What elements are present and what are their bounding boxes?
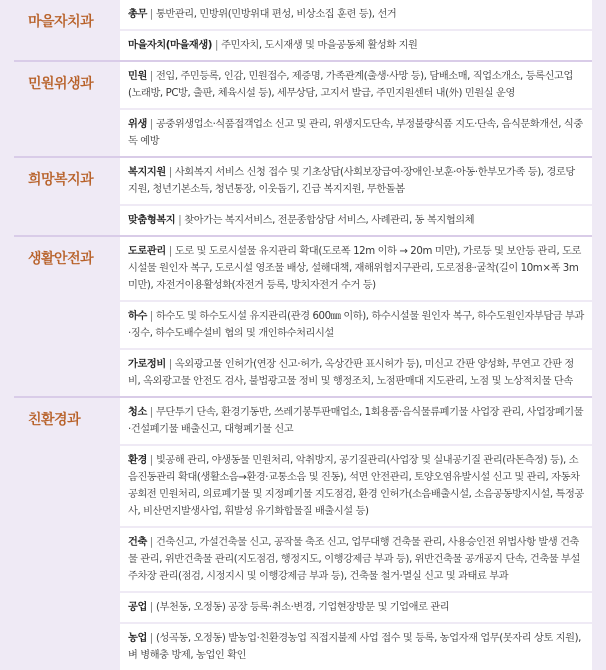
team-duties: 전입, 주민등록, 인감, 민원접수, 제증명, 가족관계(출생·사망 등), 담배소매, 직업소개소, 등록신고업(노래방, PC방, 출판, 체육시설 등), 세무상담, 고지서 발급, 주민지원센터 내(外) 민원실 운영 — [128, 71, 573, 99]
team-duties: 옥외광고물 인허가(연장 신고·허가, 옥상간판 표시허가 등), 미신고 간판 양성화, 무연고 간판 정비, 옥외광고물 안전도 검사, 불법광고물 정비 및 행정조치, 노점판매대 지도관리, 노점 및 노상적치물 단속 — [128, 359, 574, 387]
separator: | — [149, 71, 153, 82]
team-list — [120, 62, 592, 156]
team-row — [120, 302, 592, 350]
department-section — [14, 62, 592, 158]
separator: | — [149, 602, 153, 613]
team-list — [120, 237, 592, 396]
separator: | — [149, 633, 153, 644]
team-row — [120, 62, 592, 110]
team-duties: 도로 및 도로시설물 유지관리 확대(도로폭 12m 이하 → 20m 미만), 가로등 및 보안등 관리, 도로시설물 원인자 복구, 도로시설 영조물 배상, 설해대책, 재해위험지구관리, 도로점용·굴착(길이 10m×폭 3m 미만), 자전거이용활성화(자전거 등록, 방치자전거 수거 등) — [128, 246, 581, 291]
team-name: 총무 — [128, 9, 147, 20]
separator: | — [215, 40, 219, 51]
team-name: 환경 — [128, 455, 147, 466]
separator: | — [168, 167, 172, 178]
separator: | — [149, 537, 153, 548]
team-row — [120, 528, 592, 593]
team-list — [120, 398, 592, 670]
team-name: 건축 — [128, 537, 147, 548]
department-section — [14, 237, 592, 398]
team-row — [120, 446, 592, 528]
separator: | — [149, 9, 153, 20]
department-name: 희망복지과 — [28, 172, 94, 188]
team-row — [120, 350, 592, 396]
team-name: 가로정비 — [128, 359, 166, 370]
team-duties: (성곡동, 오정동) 밭농업·친환경농업 직접지불제 사업 접수 및 등록, 농업자재 업무(못자리 상토 지원), 벼 병해충 방제, 농업인 확인 — [128, 633, 582, 661]
team-name: 마을자치(마을재생) — [128, 40, 213, 51]
separator: | — [168, 359, 172, 370]
team-row — [120, 398, 592, 446]
team-row — [120, 206, 592, 235]
team-name: 하수 — [128, 311, 147, 322]
team-duties: (부천동, 오정동) 공장 등록·취소·변경, 기업현장방문 및 기업애로 관리 — [155, 602, 450, 613]
team-name: 공업 — [128, 602, 147, 613]
team-name: 청소 — [128, 407, 147, 418]
team-name: 복지지원 — [128, 167, 166, 178]
separator: | — [149, 407, 153, 418]
department-name: 민원위생과 — [28, 76, 94, 92]
team-duties: 건축신고, 가설건축물 신고, 공작물 축조 신고, 업무대행 건축물 관리, 사용승인전 위법사항 발생 건축물 관리, 위반건축물 관리(지도점검, 행정지도, 이행강제금 부과 등), 위반건축물 공개공지 단속, 건축물 부설주차장 관리(점검, 시정지시 및 이행강제금 부과 등), 건축물 철거·멸실 신고 및 과태료 부과 — [128, 537, 580, 582]
team-duties: 공중위생업소·식품접객업소 신고 및 관리, 위생지도단속, 부정불량식품 지도·단속, 음식문화개선, 식중독 예방 — [128, 119, 583, 147]
team-row — [120, 624, 592, 670]
team-name: 위생 — [128, 119, 147, 130]
department-name: 생활안전과 — [28, 251, 94, 267]
team-row — [120, 593, 592, 624]
team-name: 농업 — [128, 633, 147, 644]
department-section — [14, 158, 592, 237]
team-duties: 통반관리, 민방위(민방위대 편성, 비상소집 훈련 등), 선거 — [155, 9, 397, 20]
team-name: 도로관리 — [128, 246, 166, 257]
team-row — [120, 237, 592, 302]
team-duties: 사회복지 서비스 신청 접수 및 기초상담(사회보장급여·장애인·보훈·아동·한부모가족 등), 경로당 지원, 청년기본소득, 청년통장, 이웃돕기, 긴급 복지지원, 무한돌봄 — [128, 167, 575, 195]
team-row — [120, 0, 592, 31]
separator: | — [178, 215, 182, 226]
team-duties: 주민자치, 도시재생 및 마을공동체 활성화 지원 — [221, 40, 418, 51]
team-name: 민원 — [128, 71, 147, 82]
team-duties: 찾아가는 복지서비스, 전문종합상담 서비스, 사례관리, 동 복지협의체 — [184, 215, 475, 226]
team-row — [120, 158, 592, 206]
separator: | — [149, 119, 153, 130]
department-name: 마을자치과 — [28, 14, 94, 30]
department-table — [14, 0, 592, 661]
team-duties: 무단투기 단속, 환경기동반, 쓰레기봉투판매업소, 1회용품·음식물류폐기물 사업장 관리, 사업장폐기물·건설폐기물 배출신고, 대형폐기물 신고 — [128, 407, 584, 435]
team-row — [120, 110, 592, 156]
team-list — [120, 0, 592, 60]
team-name: 맞춤형복지 — [128, 215, 176, 226]
team-duties: 하수도 및 하수도시설 유지관리(관경 600㎜ 이하), 하수시설물 원인자 복구, 하수도원인자부담금 부과·징수, 하수도배수설비 협의 및 개인하수처리시설 — [128, 311, 584, 339]
separator: | — [168, 246, 172, 257]
team-row — [120, 31, 592, 60]
team-list — [120, 158, 592, 235]
team-duties: 빛공해 관리, 야생동물 민원처리, 악취방지, 공기질관리(사업장 및 실내공기질 관리(라돈측정) 등), 소음진동관리 확대(생활소음→환경·교통소음 및 진동), 석면 안전관리, 토양오염유발시설 신고 및 관리, 자동차공회전 민원처리, 의료폐기물 및 지정폐기물 지도점검, 환경 인허가(소음배출시설, 소음공동방지시설, 특정공사, 비산먼지발생사업, 휘발성 유기화합물질 배출시설 등) — [128, 455, 584, 517]
separator: | — [149, 455, 153, 466]
department-name: 친환경과 — [28, 412, 81, 428]
department-section — [14, 398, 592, 670]
department-section — [14, 0, 592, 62]
separator: | — [149, 311, 153, 322]
